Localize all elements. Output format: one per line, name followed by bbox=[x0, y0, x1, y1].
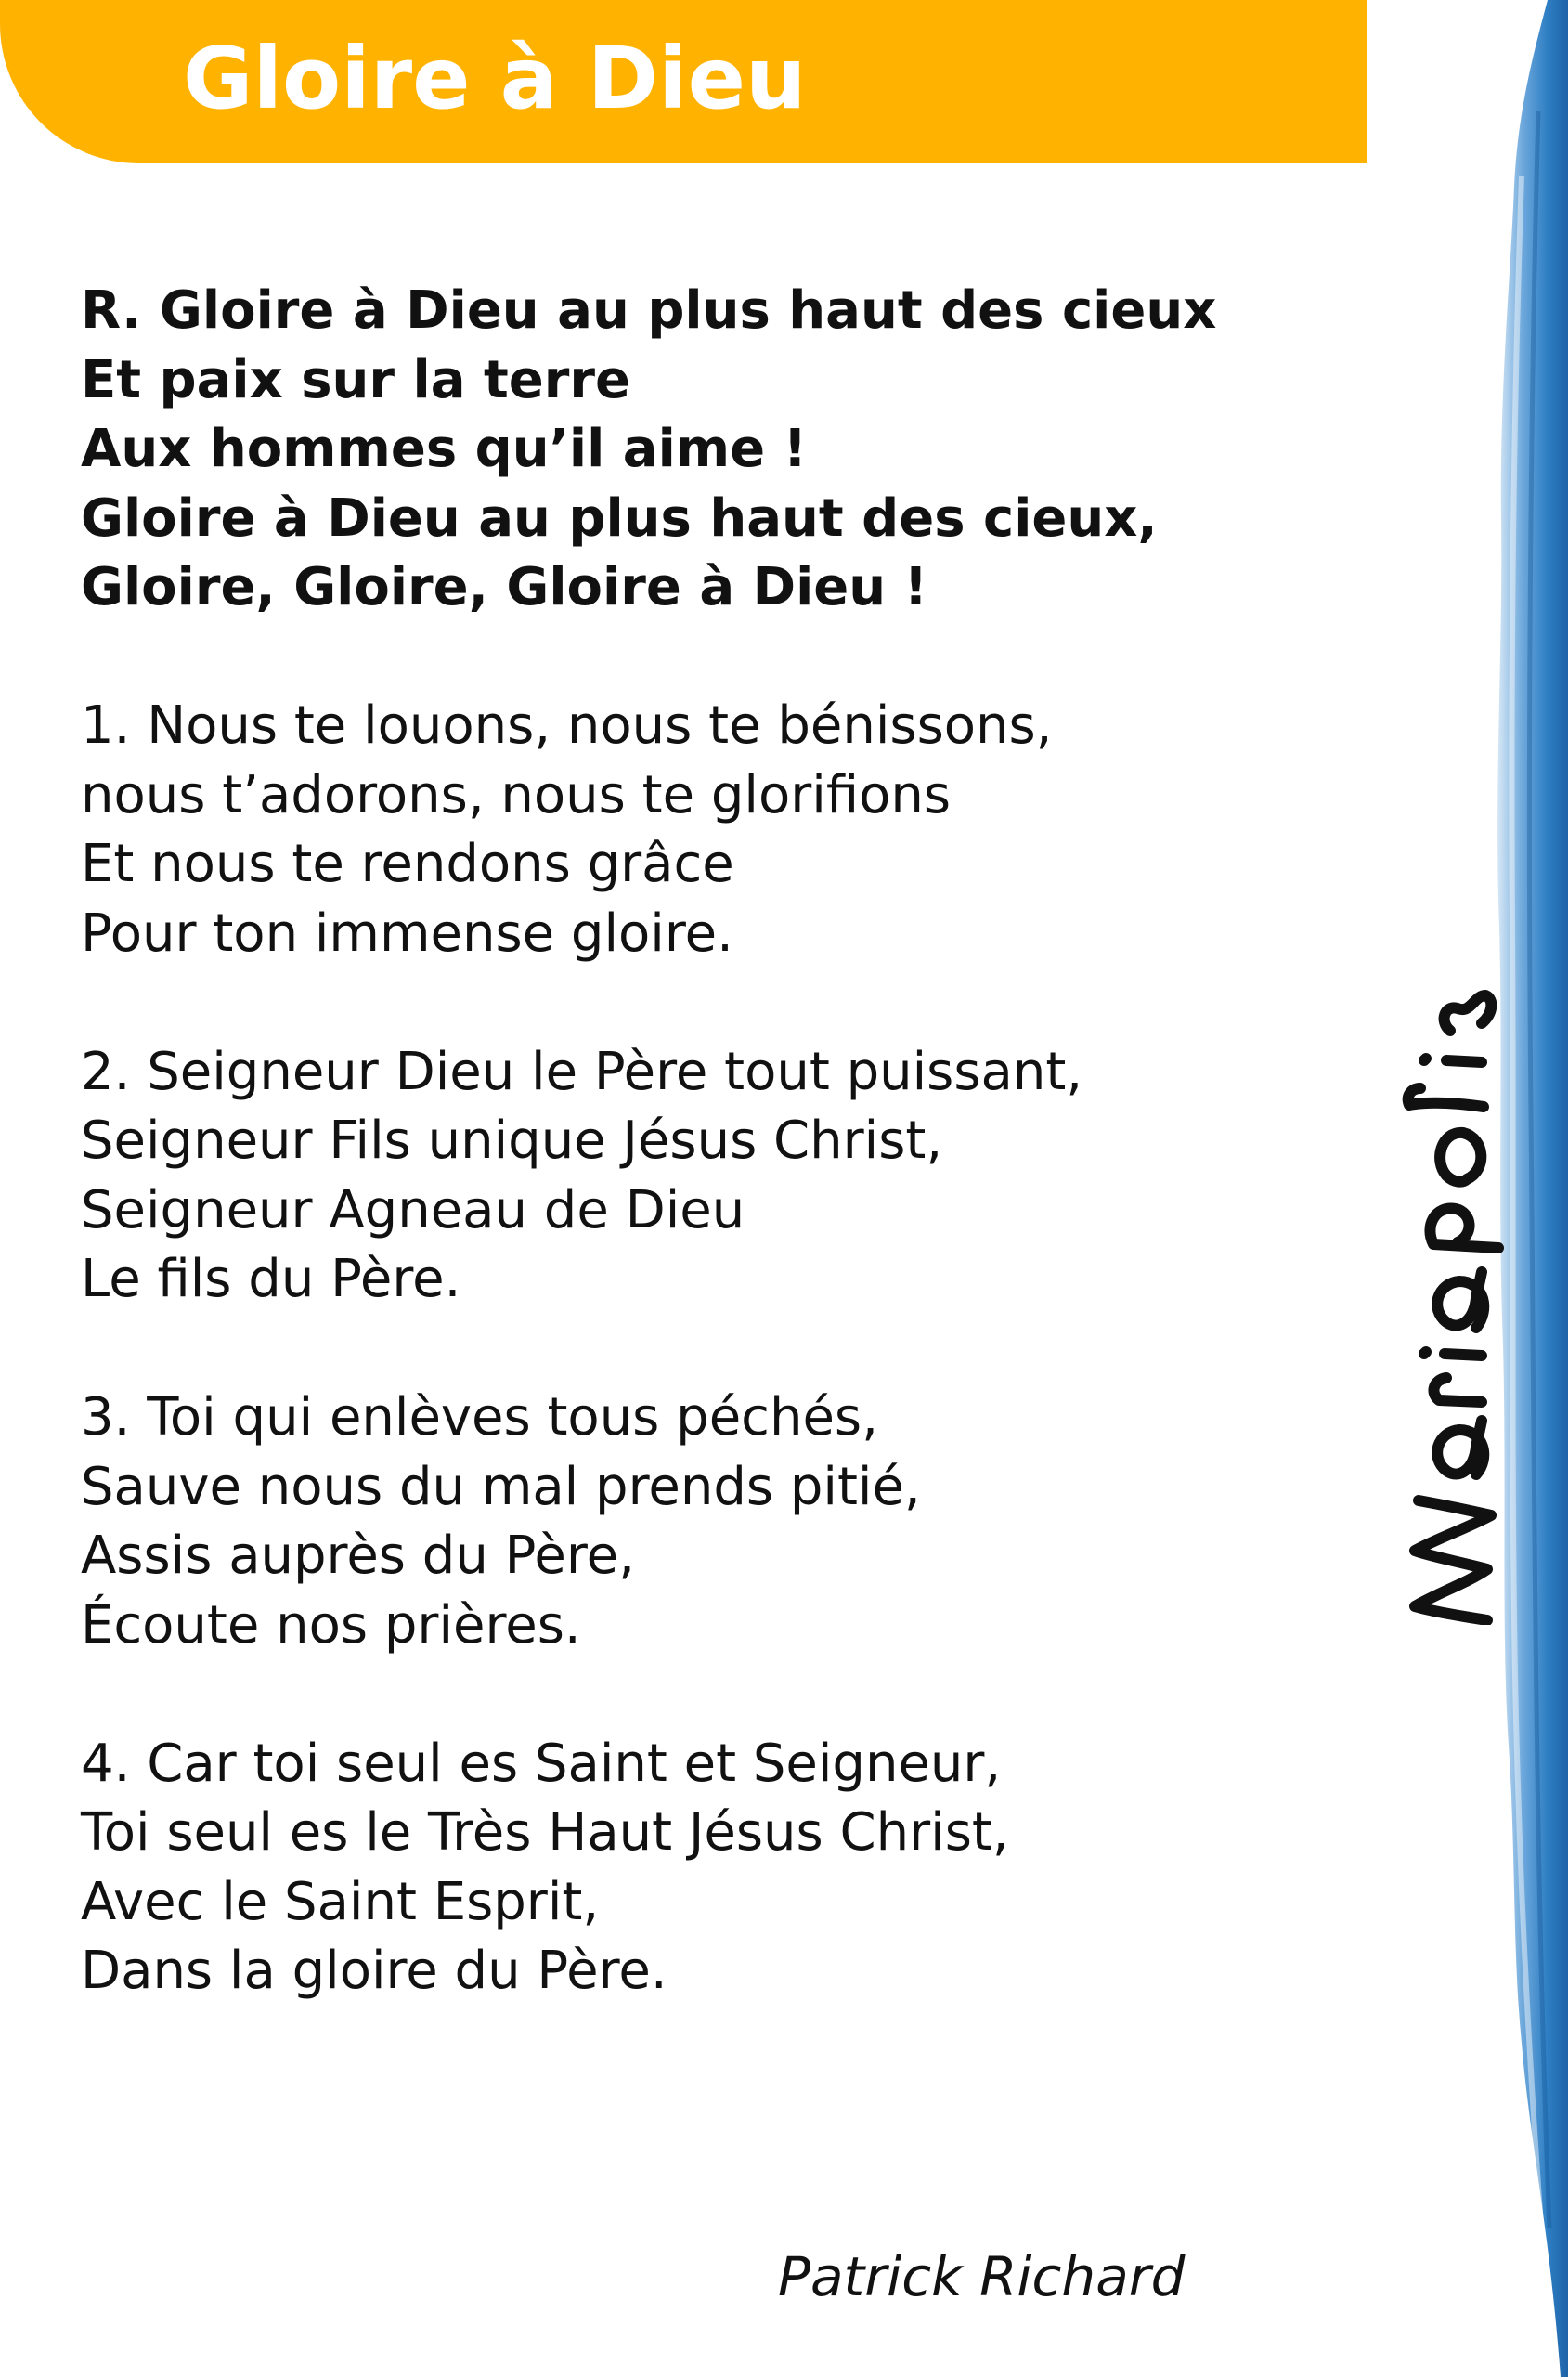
verse-line: 3. Toi qui enlèves tous péchés, bbox=[81, 1387, 878, 1448]
verse-1 bbox=[81, 692, 1288, 968]
refrain-line: Gloire à Dieu au plus haut des cieux, bbox=[81, 487, 1158, 549]
verse-line: Et nous te rendons grâce bbox=[81, 834, 734, 894]
verse-2 bbox=[81, 1038, 1288, 1315]
verse-line: Pour ton immense gloire. bbox=[81, 903, 733, 964]
verse-line: nous t’adorons, nous te glorifions bbox=[81, 764, 952, 825]
refrain-line: Aux hommes qu’il aime ! bbox=[81, 419, 808, 479]
verse-line: Toi seul es le Très Haut Jésus Christ, bbox=[81, 1802, 1009, 1863]
page-title: Gloire à Dieu bbox=[183, 29, 807, 128]
verse-line: Seigneur Fils unique Jésus Christ, bbox=[81, 1111, 943, 1171]
verse-line: Avec le Saint Esprit, bbox=[81, 1871, 600, 1932]
verse-line: Dans la gloire du Père. bbox=[81, 1941, 667, 2001]
verse-line: 4. Car toi seul es Saint et Seigneur, bbox=[81, 1733, 1002, 1794]
refrain-line: R. Gloire à Dieu au plus haut des cieux bbox=[81, 280, 1217, 341]
verse-3 bbox=[81, 1383, 1288, 1660]
verse-line: Assis auprès du Père, bbox=[81, 1526, 635, 1586]
refrain bbox=[81, 277, 1288, 623]
verse-line: Écoute nos prières. bbox=[81, 1594, 581, 1656]
verse-line: Seigneur Agneau de Dieu bbox=[81, 1179, 745, 1240]
verse-line: Sauve nous du mal prends pitié, bbox=[81, 1456, 921, 1517]
refrain-line: Gloire, Gloire, Gloire à Dieu ! bbox=[81, 557, 928, 617]
verse-line: 2. Seigneur Dieu le Père tout puissant, bbox=[81, 1041, 1083, 1102]
verse-line: 1. Nous te louons, nous te bénissons, bbox=[81, 695, 1053, 756]
verse-line: Le fils du Père. bbox=[81, 1249, 461, 1309]
mariapolis-signature-logo-icon bbox=[1402, 752, 1504, 1625]
refrain-line: Et paix sur la terre bbox=[81, 349, 630, 410]
lyrics bbox=[81, 277, 1288, 2075]
verse-4 bbox=[81, 1730, 1288, 2007]
author-credit: Patrick Richard bbox=[778, 2245, 1186, 2308]
